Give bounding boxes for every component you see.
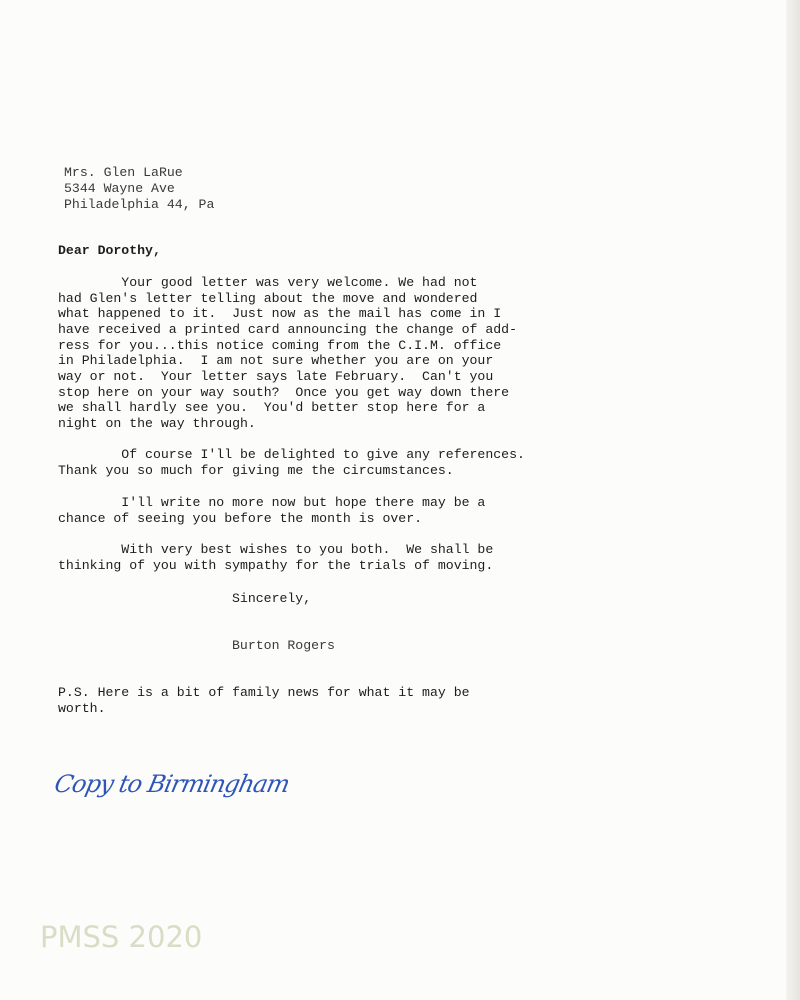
address-line: Philadelphia 44, Pa bbox=[64, 197, 215, 212]
postscript-line: P.S. Here is a bit of family news for what it may be bbox=[58, 685, 470, 700]
handwritten-note: Copy to Birmingham bbox=[52, 770, 292, 798]
body-line: I'll write no more now but hope there may be a bbox=[58, 495, 486, 510]
body-line: With very best wishes to you both. We shall be bbox=[58, 542, 494, 557]
salutation: Dear Dorothy, bbox=[58, 243, 161, 258]
body-line: stop here on your way south? Once you get way down there bbox=[58, 385, 510, 400]
body-line: Your good letter was very welcome. We had not bbox=[58, 275, 478, 290]
body-line: Of course I'll be delighted to give any references. bbox=[58, 447, 525, 462]
body-line: have received a printed card announcing the change of add- bbox=[58, 322, 517, 337]
body-line: thinking of you with sympathy for the trials of moving. bbox=[58, 558, 494, 573]
closing: Sincerely, bbox=[232, 591, 312, 606]
body-line: Thank you so much for giving me the circumstances. bbox=[58, 463, 454, 478]
body-line: had Glen's letter telling about the move and wondered bbox=[58, 291, 478, 306]
body-line: we shall hardly see you. You'd better stop here for a bbox=[58, 400, 486, 415]
watermark: PMSS 2020 bbox=[40, 920, 203, 954]
body-line: ress for you...this notice coming from the C.I.M. office bbox=[58, 338, 502, 353]
page-edge bbox=[786, 0, 800, 1000]
body-line: in Philadelphia. I am not sure whether you are on your bbox=[58, 353, 494, 368]
body-line: way or not. Your letter says late February. Can't you bbox=[58, 369, 494, 384]
body-line: chance of seeing you before the month is over. bbox=[58, 511, 423, 526]
address-line: 5344 Wayne Ave bbox=[64, 181, 175, 196]
body-line: night on the way through. bbox=[58, 416, 256, 431]
address-line: Mrs. Glen LaRue bbox=[64, 165, 183, 180]
body-line: what happened to it. Just now as the mail has come in I bbox=[58, 306, 502, 321]
signature-name: Burton Rogers bbox=[232, 638, 335, 653]
postscript-line: worth. bbox=[58, 701, 106, 716]
